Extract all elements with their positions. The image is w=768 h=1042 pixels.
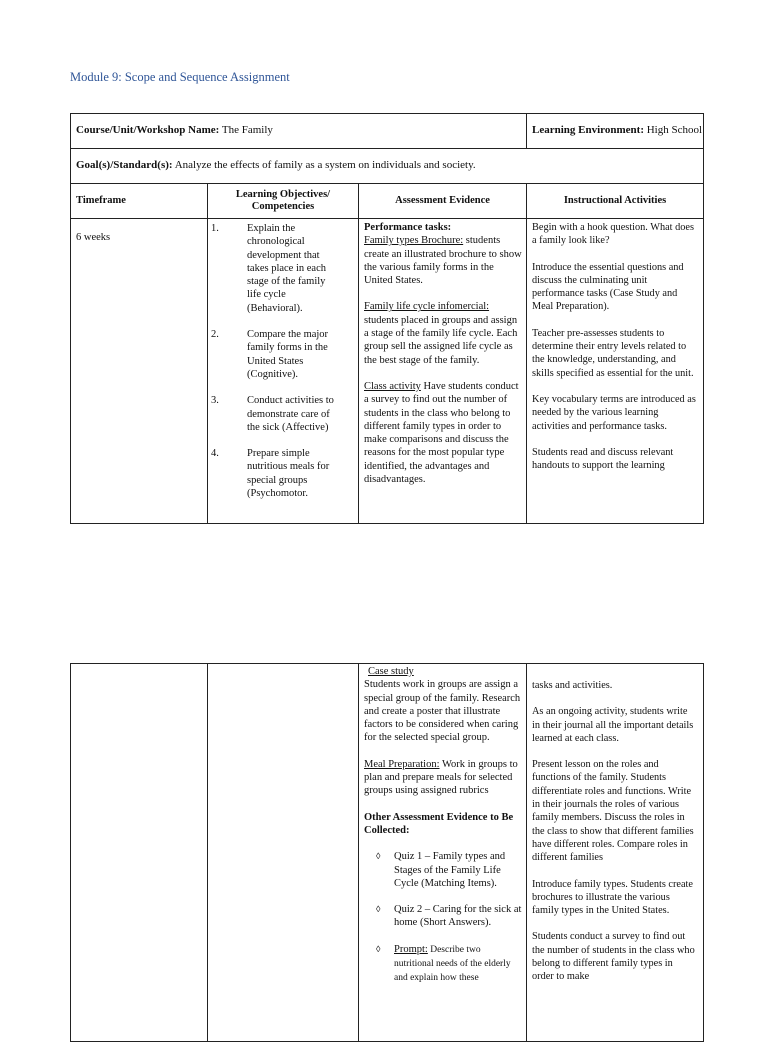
- activities-cell-continued: [527, 664, 704, 1042]
- objectives-cell-continued: [208, 664, 359, 1042]
- assessment-cell-continued: [359, 664, 527, 1042]
- header-objectives: Learning Objectives/ Competencies: [208, 184, 359, 219]
- quiz-item: ◊ Prompt: Describe two nutritional needs of the elderly and explain how these: [376, 943, 522, 986]
- scope-sequence-table-continued: [70, 663, 704, 1042]
- diamond-bullet-icon: ◊: [376, 943, 381, 954]
- timeframe-cell-continued: [71, 664, 208, 1042]
- scope-sequence-table: [70, 113, 704, 524]
- class-activity-task: Class activity Have students conduct a survey to find out the number of students in the class who belong to different family types in order to make comparisons and discuss the reasons for the most popular type identified, the advantages and disadvantages.: [364, 380, 519, 486]
- activity-paragraph: Students conduct a survey to find out the number of students in the class who belong to different family types in order to make: [532, 931, 695, 983]
- goal-cell: [71, 149, 704, 184]
- goal-value: Analyze the effects of family as a system on individuals and society.: [174, 159, 476, 172]
- goal-label: Goal(s)/Standard(s):: [76, 159, 173, 172]
- environment-value: High School: [646, 124, 703, 137]
- course-value: The Family: [221, 124, 273, 137]
- document-title: Module 9: Scope and Sequence Assignment: [70, 70, 290, 84]
- objective-item: 4. Prepare simple nutritious meals for special groups (Psychomotor.: [211, 448, 330, 500]
- activity-paragraph: As an ongoing activity, students write in their journal all the important details learned at each class.: [532, 706, 694, 744]
- objective-item: 2. Compare the major family forms in the United States (Cognitive).: [211, 329, 329, 380]
- meal-prep-task: Meal Preparation: Work in groups to plan and prepare meals for selected groups using assigned rubrics: [364, 758, 518, 797]
- activity-paragraph: Introduce family types. Students create brochures to illustrate the various family types in the United States.: [532, 878, 693, 917]
- activity-paragraph: Students read and discuss relevant handouts to support the learning: [532, 446, 674, 472]
- activity-paragraph: Teacher pre-assesses students to determine their entry levels related to the knowledge, understanding, and skills specified as essential for the unit.: [532, 327, 694, 379]
- objective-item: 3. Conduct activities to demonstrate care of the sick (Affective): [211, 395, 334, 433]
- assessment-cell: [359, 219, 527, 524]
- activity-paragraph: Begin with a hook question. What does a family look like?: [532, 222, 694, 247]
- environment-cell: [527, 114, 704, 149]
- quiz-list: [364, 850, 522, 985]
- activity-paragraph: Introduce the essential questions and discuss the culminating unit performance tasks (Case Study and Meal Preparation).: [532, 261, 684, 313]
- activity-paragraph: Present lesson on the roles and functions of the family. Students differentiate roles and functions. Write in their journals the roles of various family members. Discuss the roles in the class to show that different families have different roles. Compare roles in different families: [532, 759, 694, 864]
- brochure-task: Family types Brochure: students create an illustrated brochure to show the various family forms in the United States.: [364, 235, 522, 287]
- environment-label: Learning Environment:: [532, 124, 644, 137]
- diamond-bullet-icon: ◊: [376, 904, 381, 915]
- course-label: Course/Unit/Workshop Name:: [76, 124, 220, 137]
- case-study-task: Case study Students work in groups are assign a special group of the family. Research and create a poster that illustrate factors to be considered when caring for the selected special group.: [364, 666, 521, 744]
- course-cell: [71, 114, 527, 149]
- diamond-bullet-icon: ◊: [376, 851, 381, 862]
- activity-paragraph: tasks and activities.: [532, 680, 613, 691]
- activities-cell: [527, 219, 704, 524]
- other-evidence-label: Other Assessment Evidence to Be Collected:: [364, 811, 514, 836]
- performance-label: Performance tasks:: [364, 222, 452, 233]
- objective-item: 1. Explain the chronological development that takes place in each stage of the family life cycle (Behavioral).: [211, 223, 326, 314]
- objectives-list: [208, 222, 358, 500]
- activity-paragraph: Key vocabulary terms are introduced as needed by the various learning activities and performance tasks.: [532, 393, 696, 432]
- objectives-cell: [208, 219, 359, 524]
- infomercial-task: Family life cycle infomercial: students placed in groups and assign a stage of the family life cycle. Each group sell the assigned life cycle as the best stage of the family.: [364, 301, 518, 366]
- quiz-item: ◊ Quiz 1 – Family types and Stages of the Family Life Cycle (Matching Items).: [376, 851, 506, 889]
- header-activities: Instructional Activities: [527, 184, 704, 219]
- header-timeframe: Timeframe: [71, 184, 208, 219]
- timeframe-cell: 6 weeks: [71, 219, 208, 524]
- quiz-item: ◊ Quiz 2 – Caring for the sick at home (Short Answers).: [376, 904, 522, 929]
- header-assessment: Assessment Evidence: [359, 184, 527, 219]
